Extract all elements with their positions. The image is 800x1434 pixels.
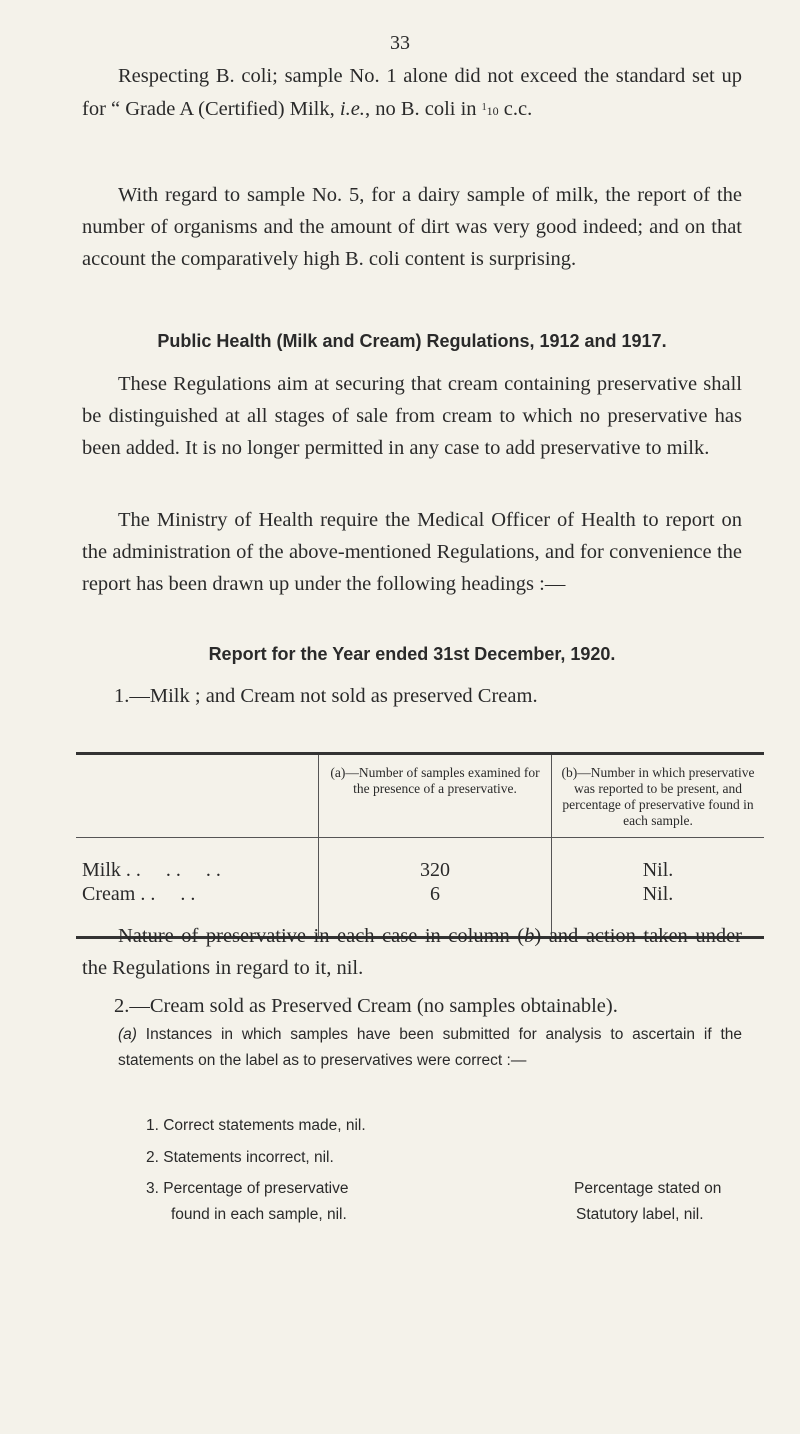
- sub-a-marker: (a): [118, 1026, 137, 1043]
- heading-report-year: Report for the Year ended 31st December, 1920.: [208, 644, 616, 664]
- para1-text-b: , no B. coli in: [364, 98, 482, 120]
- row-label: [76, 838, 319, 883]
- list-item-2: 2. Statements incorrect, nil.: [146, 1149, 334, 1166]
- table-header-col-b: (b)—Number in which preservative was reported to be present, and percentage of preservative found in each sample.: [552, 754, 765, 838]
- fraction-one-tenth: [482, 104, 499, 118]
- list-item-1: 1. Correct statements made, nil.: [146, 1117, 366, 1134]
- statutory-label-line-1: Percentage stated on: [574, 1180, 722, 1197]
- paragraph-sample-5: With regard to sample No. 5, for a dairy sample of milk, the report of the number of organisms and the amount of dirt was very good indeed; and on that account the comparatively high B. coli content is surprising.: [82, 184, 742, 270]
- paragraph-ministry-of-health: The Ministry of Health require the Medical Officer of Health to report on the administration of the above-mentioned Regulations, and for convenience the report has been drawn up under the following headings :—: [82, 509, 742, 595]
- para1-text-a: Respecting B. coli; sample No. 1 alone did not exceed the standard set up for “ Grade A (Certified) Milk,: [82, 65, 742, 120]
- row-value-b: Nil.: [552, 838, 765, 883]
- row-value-a: 320: [319, 838, 552, 883]
- preservative-table: [76, 752, 764, 939]
- paragraph-b-coli: [82, 60, 742, 127]
- statutory-label-line-2: Statutory label, nil.: [576, 1206, 704, 1223]
- para5-text-a: Nature of preservative in each case in column (: [118, 925, 525, 947]
- para1-ie: i.e.: [339, 98, 365, 120]
- section-2-title: 2.—Cream sold as Preserved Cream (no samples obtainable).: [114, 995, 618, 1017]
- leader-dots: . . . .: [140, 882, 196, 905]
- sub-a-paragraph: [118, 1022, 742, 1074]
- paragraph-regulations-aim: These Regulations aim at securing that cream containing preservative shall be distinguished at all stages of sale from cream to which no preservative has been added. It is no longer permitted in any case to add preservative to milk.: [82, 373, 742, 459]
- row-value-a: 6: [319, 882, 552, 938]
- paragraph-nature-of-preservative: [82, 920, 742, 984]
- para1-text-c: c.c.: [498, 98, 533, 120]
- section-1-title: 1.—Milk ; and Cream not sold as preserved Cream.: [114, 685, 538, 707]
- row-label-text: Milk: [82, 858, 121, 881]
- list-item-3-line-1: 3. Percentage of preservative: [146, 1180, 349, 1197]
- leader-dots: . . . . . .: [125, 858, 221, 881]
- page-number: 33: [390, 32, 410, 54]
- table-header-row: [76, 754, 764, 838]
- fraction-numerator: 1: [481, 102, 487, 113]
- table-header-blank: [76, 754, 319, 838]
- row-label-text: Cream: [82, 882, 136, 905]
- list-item-3-line-2: found in each sample, nil.: [171, 1206, 347, 1223]
- table-header-col-a: (a)—Number of samples examined for the presence of a preservative.: [319, 754, 552, 838]
- sub-a-text: Instances in which samples have been submitted for analysis to ascertain if the statements on the label as to preservatives were correct :—: [118, 1026, 742, 1069]
- fraction-denominator: 10: [486, 104, 499, 118]
- para5-italic-b: b: [524, 925, 535, 947]
- table-row: [76, 838, 764, 883]
- row-value-b: Nil.: [552, 882, 765, 938]
- para5-text-b: ) and action taken under the Regulations in regard to it, nil.: [82, 925, 742, 979]
- heading-regulations: Public Health (Milk and Cream) Regulations, 1912 and 1917.: [157, 331, 667, 351]
